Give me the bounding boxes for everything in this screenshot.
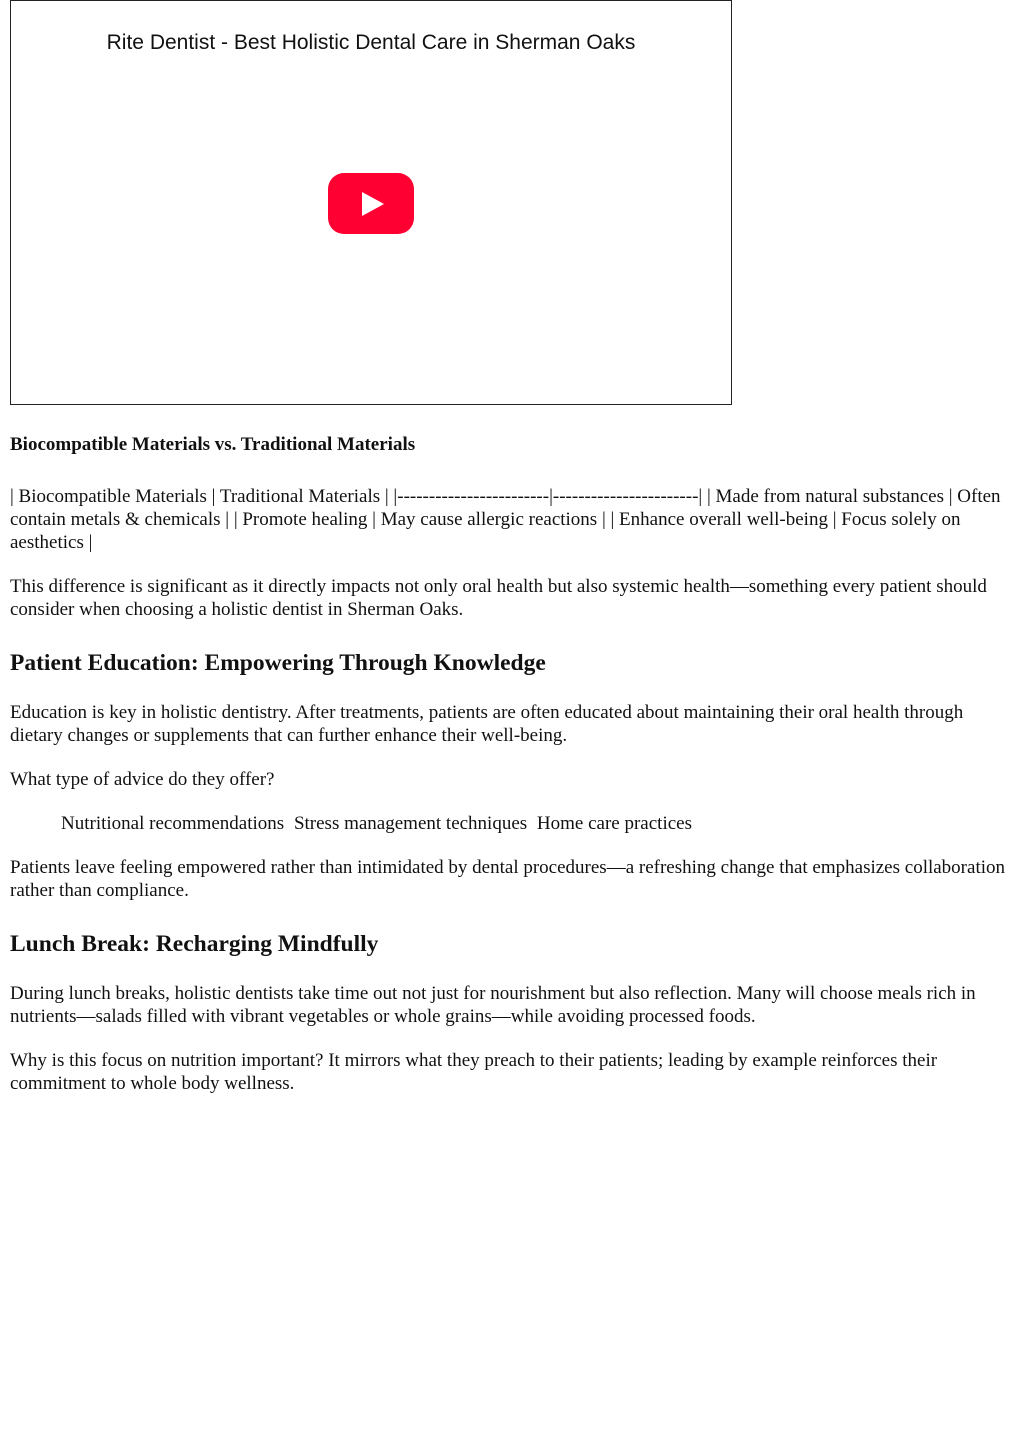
education-question: What type of advice do they offer? <box>10 769 275 790</box>
video-title[interactable]: Rite Dentist - Best Holistic Dental Care in Sherman Oaks <box>106 31 636 54</box>
lunch-paragraph-2: Why is this focus on nutrition important? It mirrors what they preach to their patients; leading by example reinforces their commitment to whole body wellness. <box>10 1050 938 1094</box>
education-paragraph-1: Education is key in holistic dentistry. After treatments, patients are often educated about maintaining their oral health through dietary changes or supplements that can further enhance their well-being. <box>10 702 964 746</box>
lunch-paragraph-1: During lunch breaks, holistic dentists take time out not just for nourishment but also reflection. Many will choose meals rich in nutrients—salads filled with vibrant vegetables or whole grains—while avoiding processed foods. <box>10 983 976 1027</box>
advice-item: Home care practices <box>536 813 692 834</box>
materials-heading: Biocompatible Materials vs. Traditional Materials <box>10 434 416 455</box>
education-heading: Patient Education: Empowering Through Knowledge <box>10 650 546 676</box>
youtube-play-icon[interactable] <box>328 173 414 234</box>
education-paragraph-2: Patients leave feeling empowered rather than intimidated by dental procedures—a refreshing change that emphasizes collaboration rather than compliance. <box>10 857 1006 901</box>
article <box>10 0 1014 1095</box>
advice-item: Nutritional recommendations <box>61 813 285 834</box>
materials-paragraph: This difference is significant as it directly impacts not only oral health but also systemic health—something every patient should consider when choosing a holistic dentist in Sherman Oaks. <box>10 576 987 620</box>
materials-table-text: | Biocompatible Materials | Traditional Materials | |------------------------|-----------------------| | Made from natural substances | Often contain metals & chemicals | | Promote healing | May cause allergic reactions | | Enhance overall well-being | Focus solely on aesthetics | <box>10 486 1001 553</box>
video-embed[interactable] <box>10 0 732 405</box>
play-triangle-icon <box>362 192 384 216</box>
lunch-heading: Lunch Break: Recharging Mindfully <box>10 931 379 957</box>
advice-item: Stress management techniques <box>293 813 528 834</box>
advice-list <box>10 812 1014 835</box>
